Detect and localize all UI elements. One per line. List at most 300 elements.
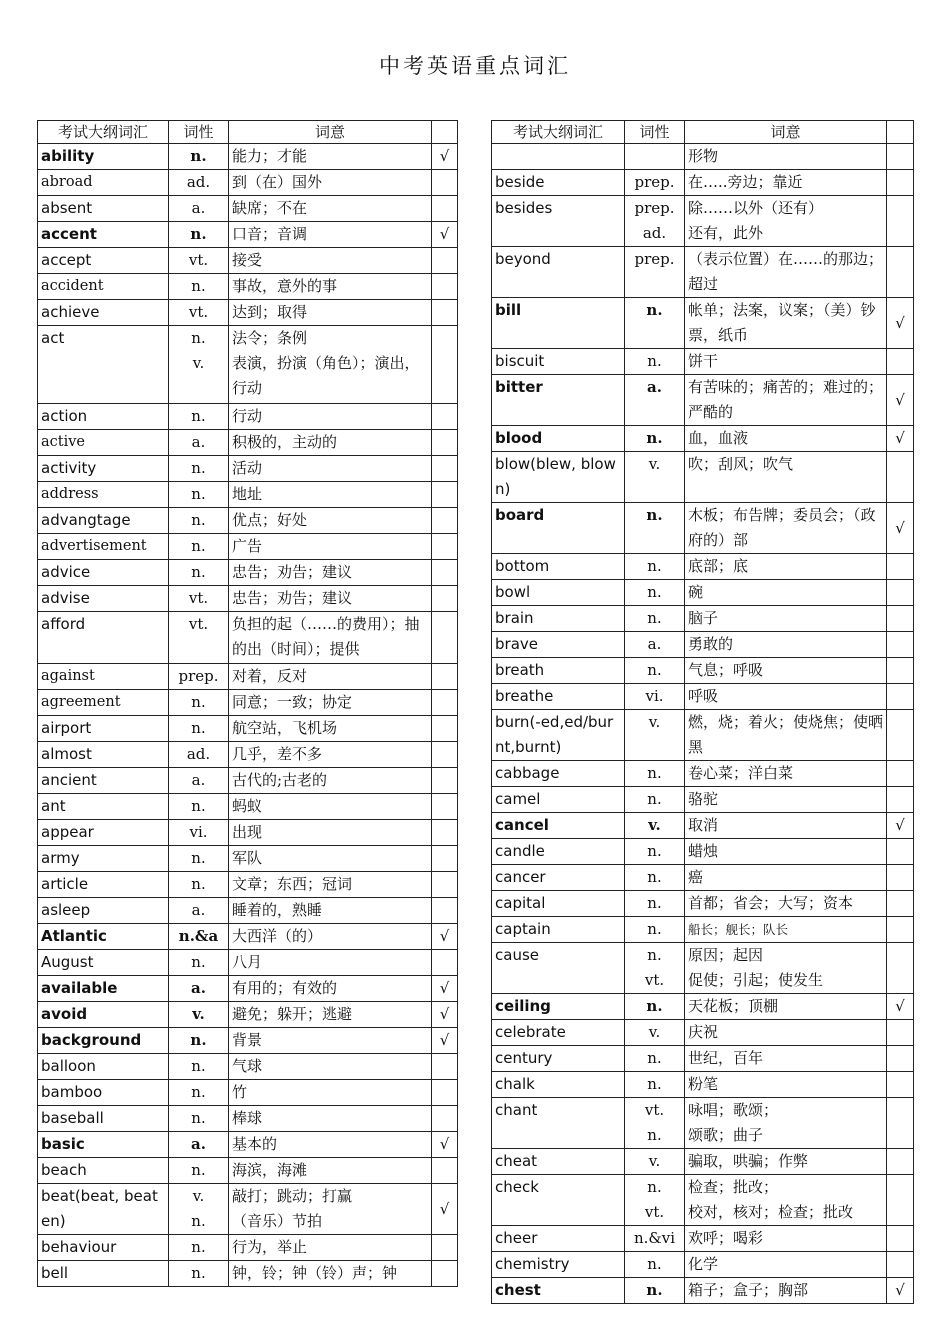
word-cell: chalk [492,1072,625,1098]
meaning-cell: 骗取，哄骗；作弊 [685,1149,887,1175]
table-row [38,1261,458,1287]
checkmark-cell [432,1261,458,1287]
checkmark-cell [887,787,914,813]
meaning-cell: 首都；省会；大写；资本 [685,891,887,917]
checkmark-cell [432,846,458,872]
checkmark-cell [887,865,914,891]
word-cell: advangtage [38,508,169,534]
pos-cell: a. [169,768,229,794]
meaning-cell: 海滨，海滩 [229,1158,432,1184]
checkmark-cell [432,534,458,560]
word-cell: agreement [38,690,169,716]
table-row [38,1184,458,1235]
meaning-cell: 蚂蚁 [229,794,432,820]
table-row [492,1175,914,1226]
checkmark-cell [432,1106,458,1132]
pos-cell: n. vt. [625,943,685,994]
pos-cell: n. [169,1080,229,1106]
checkmark-cell [432,300,458,326]
table-row [492,1252,914,1278]
meaning-cell: 古代的;古老的 [229,768,432,794]
checkmark-cell: √ [887,298,914,349]
header-pos: 词性 [169,121,229,144]
table-row [492,606,914,632]
table-row [492,1072,914,1098]
checkmark-cell [432,508,458,534]
word-cell: address [38,482,169,508]
table-row [492,170,914,196]
checkmark-cell [432,898,458,924]
meaning-cell: 骆驼 [685,787,887,813]
checkmark-cell [432,1235,458,1261]
table-row [38,170,458,196]
meaning-cell: 积极的，主动的 [229,430,432,456]
word-cell: beat(beat, beaten) [38,1184,169,1235]
meaning-cell: 世纪，百年 [685,1046,887,1072]
word-cell: action [38,404,169,430]
meaning-cell: 粉笔 [685,1072,887,1098]
word-cell: cheer [492,1226,625,1252]
table-row [492,943,914,994]
pos-cell: n. [625,606,685,632]
pos-cell: v. [625,1149,685,1175]
table-row [492,839,914,865]
word-cell: ancient [38,768,169,794]
word-cell: brain [492,606,625,632]
word-cell: advertisement [38,534,169,560]
word-cell: chest [492,1278,625,1304]
vocab-table-right [491,120,914,1304]
pos-cell: n. [625,994,685,1020]
table-row [492,917,914,943]
pos-cell: n. [625,554,685,580]
table-row [38,794,458,820]
pos-cell: n. [625,787,685,813]
meaning-cell: 行动 [229,404,432,430]
pos-cell: n. [625,917,685,943]
table-row [38,924,458,950]
checkmark-cell: √ [432,1028,458,1054]
checkmark-cell [887,196,914,247]
meaning-cell: 钟，铃；钟（铃）声；钟 [229,1261,432,1287]
checkmark-cell [432,1080,458,1106]
table-row [492,1098,914,1149]
checkmark-cell [432,560,458,586]
word-cell: chant [492,1098,625,1149]
table-row [38,534,458,560]
meaning-cell: 呼吸 [685,684,887,710]
word-cell: act [38,326,169,404]
pos-cell: v. n. [169,1184,229,1235]
header-mark [432,121,458,144]
meaning-cell: 血，血液 [685,426,887,452]
table-row [38,300,458,326]
word-cell: almost [38,742,169,768]
table-row [492,632,914,658]
word-cell: activity [38,456,169,482]
pos-cell: ad. [169,742,229,768]
pos-cell: n.&a [169,924,229,950]
meaning-cell: 忠告；劝告；建议 [229,586,432,612]
meaning-cell: 形物 [685,144,887,170]
meaning-cell: 气球 [229,1054,432,1080]
table-row [38,976,458,1002]
pos-cell: n. [169,1261,229,1287]
checkmark-cell [887,1098,914,1149]
checkmark-cell [887,170,914,196]
word-cell: cabbage [492,761,625,787]
meaning-cell: 有用的；有效的 [229,976,432,1002]
word-cell: bowl [492,580,625,606]
word-cell: check [492,1175,625,1226]
pos-cell: vt. [169,300,229,326]
word-cell: bitter [492,375,625,426]
meaning-cell: 庆祝 [685,1020,887,1046]
word-cell: beyond [492,247,625,298]
pos-cell: n. [625,426,685,452]
pos-cell: n. [625,1072,685,1098]
table-row [38,768,458,794]
pos-cell: ad. [169,170,229,196]
checkmark-cell [432,248,458,274]
checkmark-cell [887,247,914,298]
table-row [38,1028,458,1054]
checkmark-cell [887,761,914,787]
meaning-cell: 底部；底 [685,554,887,580]
checkmark-cell [887,1226,914,1252]
meaning-cell: 蜡烛 [685,839,887,865]
pos-cell: n. [169,274,229,300]
meaning-cell: 大西洋（的） [229,924,432,950]
word-cell: bill [492,298,625,349]
checkmark-cell [432,1158,458,1184]
pos-cell: vt. [169,248,229,274]
header-mark [887,121,914,144]
pos-cell: n. [625,503,685,554]
checkmark-cell [887,839,914,865]
table-row [38,1132,458,1158]
pos-cell: n. [169,508,229,534]
checkmark-cell [887,917,914,943]
word-cell: cancel [492,813,625,839]
word-cell: accident [38,274,169,300]
word-cell: behaviour [38,1235,169,1261]
table-header [492,121,914,144]
table-row [38,586,458,612]
table-row [38,1080,458,1106]
table-row [492,994,914,1020]
checkmark-cell [887,554,914,580]
word-cell: century [492,1046,625,1072]
table-row [38,456,458,482]
word-cell: active [38,430,169,456]
meaning-cell: 在…..旁边；靠近 [685,170,887,196]
word-cell: ceiling [492,994,625,1020]
checkmark-cell [432,612,458,664]
table-row [38,716,458,742]
pos-cell: n. [169,1158,229,1184]
word-cell: blow(blew, blown) [492,452,625,503]
meaning-cell: 检查；批改； 校对，核对；检查；批改 [685,1175,887,1226]
pos-cell: a. [625,632,685,658]
pos-cell: vt. [169,612,229,664]
meaning-cell: 法令；条例 表演，扮演（角色）；演出，行动 [229,326,432,404]
pos-cell: v. [169,1002,229,1028]
table-row [492,891,914,917]
word-cell: army [38,846,169,872]
checkmark-cell: √ [887,426,914,452]
checkmark-cell [887,580,914,606]
pos-cell: n. [625,349,685,375]
table-row [38,430,458,456]
table-row [492,452,914,503]
pos-cell: a. [169,976,229,1002]
meaning-cell: 勇敢的 [685,632,887,658]
table-row [38,612,458,664]
checkmark-cell [887,1072,914,1098]
checkmark-cell [432,872,458,898]
word-cell: cancer [492,865,625,891]
table-row [38,326,458,404]
pos-cell: n. [169,1028,229,1054]
word-cell: breath [492,658,625,684]
checkmark-cell [432,1054,458,1080]
meaning-cell: 癌 [685,865,887,891]
pos-cell: n. [169,534,229,560]
meaning-cell: 基本的 [229,1132,432,1158]
pos-cell: n. [169,716,229,742]
pos-cell: n. [625,761,685,787]
word-cell: breathe [492,684,625,710]
table-row [492,761,914,787]
word-cell: biscuit [492,349,625,375]
meaning-cell: 睡着的，熟睡 [229,898,432,924]
pos-cell: n. [625,298,685,349]
pos-cell: n. [169,1106,229,1132]
checkmark-cell: √ [432,222,458,248]
table-row [38,1054,458,1080]
meaning-cell: 避免；躲开；逃避 [229,1002,432,1028]
pos-cell: n. [625,1278,685,1304]
checkmark-cell [887,1149,914,1175]
checkmark-cell: √ [887,1278,914,1304]
table-row [492,787,914,813]
checkmark-cell [887,710,914,761]
checkmark-cell [432,196,458,222]
meaning-cell: 咏唱；歌颂； 颂歌；曲子 [685,1098,887,1149]
meaning-cell: 脑子 [685,606,887,632]
word-cell: baseball [38,1106,169,1132]
checkmark-cell [432,456,458,482]
table-row [492,554,914,580]
word-cell: airport [38,716,169,742]
pos-cell: n. [169,872,229,898]
pos-cell: a. [169,430,229,456]
pos-cell: n. [169,222,229,248]
checkmark-cell [432,326,458,404]
word-cell: available [38,976,169,1002]
word-cell: bell [38,1261,169,1287]
meaning-cell: 出现 [229,820,432,846]
word-cell: article [38,872,169,898]
word-cell: advice [38,560,169,586]
pos-cell: a. [169,1132,229,1158]
checkmark-cell [887,632,914,658]
table-row [492,196,914,247]
checkmark-cell [432,820,458,846]
word-cell: achieve [38,300,169,326]
checkmark-cell [432,664,458,690]
pos-cell: n. v. [169,326,229,404]
meaning-cell: 天花板；顶棚 [685,994,887,1020]
table-row [38,274,458,300]
pos-cell: n. [625,1252,685,1278]
word-cell: camel [492,787,625,813]
meaning-cell: 有苦味的；痛苦的；难过的；严酷的 [685,375,887,426]
pos-cell: v. [625,813,685,839]
checkmark-cell: √ [887,813,914,839]
word-cell: captain [492,917,625,943]
meaning-cell: 气息；呼吸 [685,658,887,684]
meaning-cell: 欢呼；喝彩 [685,1226,887,1252]
pos-cell: n. [169,560,229,586]
meaning-cell: 地址 [229,482,432,508]
checkmark-cell: √ [887,503,914,554]
word-cell: appear [38,820,169,846]
pos-cell: a. [625,375,685,426]
meaning-cell: 缺席；不在 [229,196,432,222]
vocab-table-left [37,120,458,1287]
meaning-cell: 负担的起（……的费用）；抽的出（时间）；提供 [229,612,432,664]
word-cell: candle [492,839,625,865]
word-cell: accept [38,248,169,274]
pos-cell: n. [625,1046,685,1072]
table-row [492,813,914,839]
word-cell [492,144,625,170]
word-cell: basic [38,1132,169,1158]
word-cell: capital [492,891,625,917]
checkmark-cell: √ [887,375,914,426]
meaning-cell: 同意；一致；协定 [229,690,432,716]
table-row [38,872,458,898]
header-meaning: 词意 [685,121,887,144]
page-title: 中考英语重点词汇 [379,54,571,78]
meaning-cell: 卷心菜；洋白菜 [685,761,887,787]
header-word: 考试大纲词汇 [492,121,625,144]
checkmark-cell [432,274,458,300]
pos-cell: n. [169,144,229,170]
checkmark-cell [887,1020,914,1046]
word-cell: Atlantic [38,924,169,950]
word-cell: chemistry [492,1252,625,1278]
word-cell: asleep [38,898,169,924]
meaning-cell: 优点；好处 [229,508,432,534]
pos-cell: n. [625,658,685,684]
table-row [38,404,458,430]
table-row [38,482,458,508]
checkmark-cell [432,742,458,768]
meaning-cell: 帐单；法案，议案；（美）钞票，纸币 [685,298,887,349]
table-row [492,144,914,170]
meaning-cell: 广告 [229,534,432,560]
checkmark-cell [887,349,914,375]
word-cell: besides [492,196,625,247]
pos-cell: n. [169,404,229,430]
checkmark-cell [887,658,914,684]
checkmark-cell [432,404,458,430]
checkmark-cell: √ [432,1132,458,1158]
pos-cell: n. [169,690,229,716]
checkmark-cell: √ [887,994,914,1020]
meaning-cell: 忠告；劝告；建议 [229,560,432,586]
meaning-cell: 事故，意外的事 [229,274,432,300]
table-row [492,1278,914,1304]
table-row [38,222,458,248]
table-row [492,580,914,606]
meaning-cell: 达到；取得 [229,300,432,326]
table-row [492,1149,914,1175]
word-cell: accent [38,222,169,248]
table-row [38,1158,458,1184]
meaning-cell: 棒球 [229,1106,432,1132]
word-cell: blood [492,426,625,452]
table-row [492,1226,914,1252]
meaning-cell: 八月 [229,950,432,976]
pos-cell: n. [625,580,685,606]
meaning-cell: 能力；才能 [229,144,432,170]
pos-cell: v. [625,1020,685,1046]
checkmark-cell: √ [432,144,458,170]
table-row [492,710,914,761]
word-cell: cause [492,943,625,994]
meaning-cell: 敲打；跳动；打赢 （音乐）节拍 [229,1184,432,1235]
word-cell: ant [38,794,169,820]
table-row [492,375,914,426]
table-row [38,144,458,170]
meaning-cell: 吹；刮风；吹气 [685,452,887,503]
pos-cell: vi. [625,684,685,710]
word-cell: avoid [38,1002,169,1028]
pos-cell: n. [169,1054,229,1080]
word-cell: abroad [38,170,169,196]
checkmark-cell [432,690,458,716]
meaning-cell: 饼干 [685,349,887,375]
meaning-cell: 活动 [229,456,432,482]
pos-cell: a. [169,898,229,924]
table-header [38,121,458,144]
word-cell: advise [38,586,169,612]
table-row [38,690,458,716]
pos-cell: prep. ad. [625,196,685,247]
word-cell: balloon [38,1054,169,1080]
meaning-cell: 行为，举止 [229,1235,432,1261]
table-row [38,1235,458,1261]
table-row [492,503,914,554]
meaning-cell: （表示位置）在……的那边；超过 [685,247,887,298]
word-cell: afford [38,612,169,664]
pos-cell: n. [169,794,229,820]
table-row [492,1020,914,1046]
checkmark-cell [887,684,914,710]
word-cell: burn(-ed,ed/burnt,burnt) [492,710,625,761]
meaning-cell: 接受 [229,248,432,274]
word-cell: brave [492,632,625,658]
meaning-cell: 木板；布告牌；委员会；（政府的）部 [685,503,887,554]
word-cell: against [38,664,169,690]
pos-cell: n. [169,482,229,508]
table-row [38,742,458,768]
meaning-cell: 口音；音调 [229,222,432,248]
